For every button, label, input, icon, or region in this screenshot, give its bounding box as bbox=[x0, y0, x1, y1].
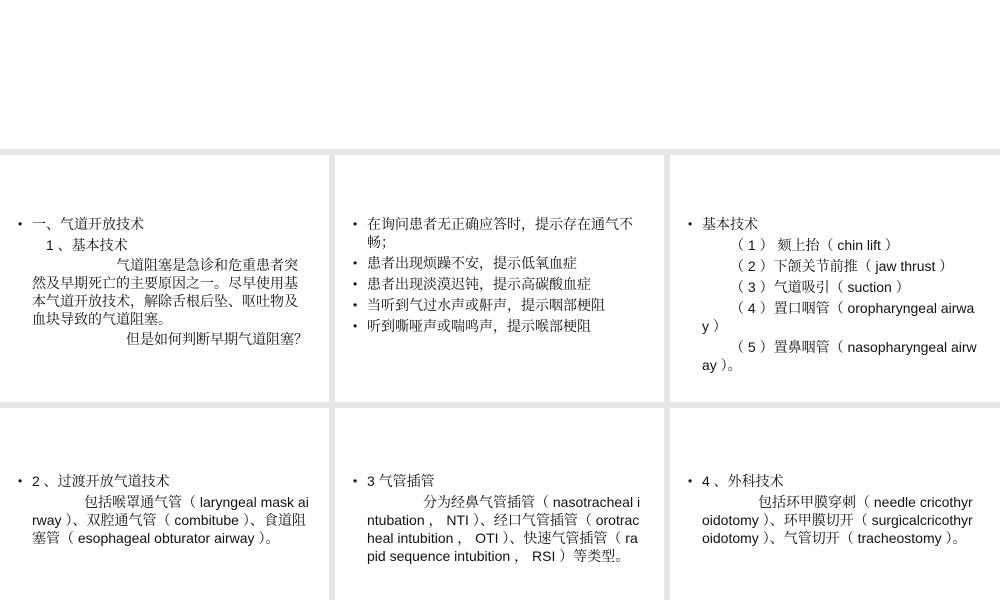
list-item: • 当听到气过水声或鼾声，提示咽部梗阻 bbox=[353, 296, 640, 314]
slide-question: 但是如何判断早期气道阻塞？ bbox=[126, 331, 308, 347]
slide-heading: • 2 、过渡开放气道技术 bbox=[18, 472, 309, 490]
slide-content bbox=[688, 215, 980, 377]
slide-content bbox=[688, 472, 980, 547]
slide-heading: • 4 、外科技术 bbox=[688, 472, 980, 490]
slide-heading: • 一、气道开放技术 bbox=[18, 215, 309, 233]
slide-airway-opening[interactable] bbox=[0, 155, 329, 402]
slide-obstruction-signs[interactable] bbox=[335, 155, 664, 402]
list-item: （ 4 ）置口咽管（ oropharyngeal airway ） bbox=[702, 300, 975, 334]
list-item: （ 2 ）下颌关节前推（ jaw thrust ） bbox=[730, 258, 954, 274]
list-item: • 患者出现烦躁不安，提示低氧血症 bbox=[353, 254, 640, 272]
slide-subheading: 1 、基本技术 bbox=[46, 237, 128, 253]
list-item: （ 5 ）置鼻咽管（ nasopharyngeal airway ）。 bbox=[702, 339, 977, 373]
slide-surgical-techniques[interactable] bbox=[670, 408, 1000, 600]
slide-content bbox=[18, 472, 309, 547]
slide-grid bbox=[0, 149, 1000, 600]
slide-paragraph: 包括环甲膜穿刺（ needle cricothyroidotomy ）、环甲膜切开（ surgicalcricothyroidotomy ）、气管切开（ tracheostomy ）。 bbox=[702, 494, 973, 546]
list-item: • 患者出现淡漠迟钝，提示高碳酸血症 bbox=[353, 275, 640, 293]
slide-transitional-airway[interactable] bbox=[0, 408, 329, 600]
slide-content bbox=[353, 472, 644, 565]
slide-heading: • 基本技术 bbox=[688, 215, 980, 233]
slide-basic-techniques[interactable] bbox=[670, 155, 1000, 402]
slide-paragraph: 分为经鼻气管插管（ nasotracheal intubation ， NTI ）、经口气管插管（ orotracheal intubition ， OTI ）、快速气管插管（ rapid sequence intubition ， RSI ）等类型。 bbox=[367, 494, 641, 564]
slide-content bbox=[353, 215, 640, 338]
list-item: （ 3 ）气道吸引（ suction ） bbox=[730, 279, 910, 295]
list-item: • 在询问患者无正确应答时，提示存在通气不畅； bbox=[353, 215, 640, 251]
slide-intubation[interactable] bbox=[335, 408, 664, 600]
slide-heading: • 3 气管插管 bbox=[353, 472, 644, 490]
slide-content bbox=[18, 215, 309, 348]
slide-paragraph: 包括喉罩通气管（ laryngeal mask airway ）、双腔通气管（ combitube ）、食道阻塞管（ esophageal obturator airway ）。 bbox=[32, 494, 309, 546]
list-item: • 听到嘶哑声或喘鸣声，提示喉部梗阻 bbox=[353, 317, 640, 335]
list-item: （ 1 ） 颏上抬（ chin lift ） bbox=[730, 237, 899, 253]
slide-paragraph: 气道阻塞是急诊和危重患者突然及早期死亡的主要原因之一。尽早使用基本气道开放技术，解除舌根后坠、呕吐物及血块导致的气道阻塞。 bbox=[32, 257, 298, 327]
